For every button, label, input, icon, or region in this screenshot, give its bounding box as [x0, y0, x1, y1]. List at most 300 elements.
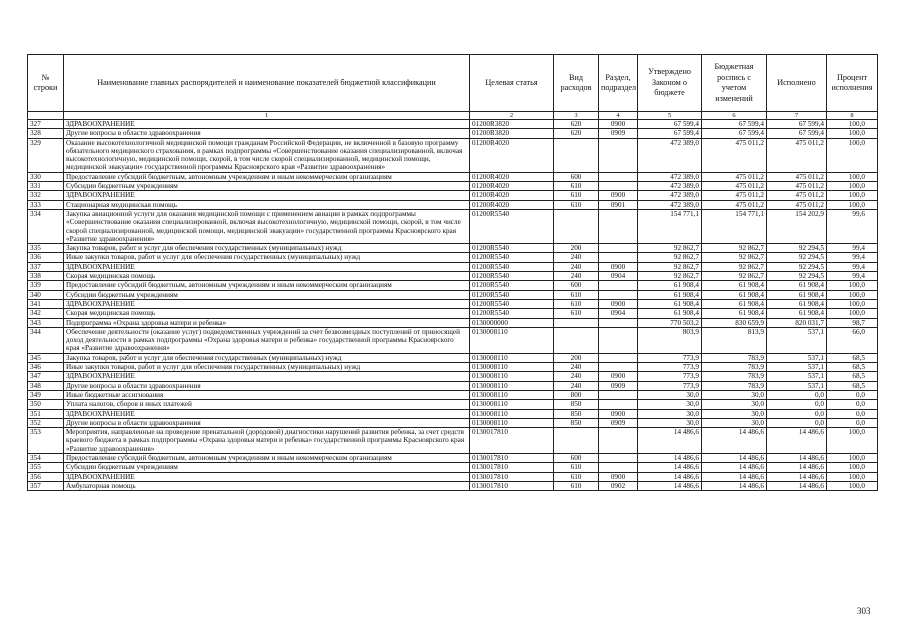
row-executed: 0,0	[767, 418, 827, 427]
row-percent: 100,0	[827, 428, 878, 454]
page-number: 303	[857, 606, 871, 616]
row-section	[599, 172, 638, 181]
row-executed: 92 294,5	[767, 262, 827, 271]
budget-table-sheet	[27, 54, 878, 491]
row-executed: 537,1	[767, 372, 827, 381]
row-approved: 30,0	[638, 418, 702, 427]
row-approved: 14 486,6	[638, 481, 702, 490]
row-executed: 475 011,2	[767, 182, 827, 191]
table-row	[28, 290, 878, 299]
row-section: 0909	[599, 129, 638, 138]
row-number: 353	[28, 428, 64, 454]
row-section	[599, 363, 638, 372]
row-executed: 537,1	[767, 363, 827, 372]
row-percent: 68,5	[827, 353, 878, 362]
row-section	[599, 453, 638, 462]
row-name: ЗДРАВООХРАНЕНИЕ	[64, 191, 470, 200]
row-budget-list: 61 908,4	[702, 290, 767, 299]
row-percent: 0,0	[827, 390, 878, 399]
row-section	[599, 281, 638, 290]
row-target-article: 01200R5540	[470, 299, 554, 308]
row-executed: 475 011,2	[767, 172, 827, 181]
header-expense-type: Вид расходов	[554, 55, 599, 112]
row-executed: 537,1	[767, 353, 827, 362]
row-approved: 61 908,4	[638, 299, 702, 308]
row-percent: 66,0	[827, 327, 878, 353]
row-name: Закупка товаров, работ и услуг для обеспечения государственных (муниципальных) нужд	[64, 244, 470, 253]
row-expense-type: 200	[554, 353, 599, 362]
row-budget-list: 61 908,4	[702, 281, 767, 290]
table-row	[28, 353, 878, 362]
row-executed: 537,1	[767, 381, 827, 390]
row-budget-list: 475 011,2	[702, 200, 767, 209]
row-budget-list: 61 908,4	[702, 299, 767, 308]
row-section	[599, 327, 638, 353]
row-budget-list: 92 862,7	[702, 253, 767, 262]
row-expense-type: 240	[554, 381, 599, 390]
row-section	[599, 244, 638, 253]
row-number: 330	[28, 172, 64, 181]
row-number: 343	[28, 318, 64, 327]
row-number: 329	[28, 138, 64, 172]
row-number: 355	[28, 463, 64, 472]
row-target-article: 01200R3820	[470, 120, 554, 129]
row-name: Иные бюджетные ассигнования	[64, 390, 470, 399]
row-section: 0904	[599, 309, 638, 318]
row-section	[599, 290, 638, 299]
row-target-article: 0130008110	[470, 353, 554, 362]
table-row	[28, 191, 878, 200]
table-row	[28, 209, 878, 243]
row-budget-list: 14 486,6	[702, 463, 767, 472]
row-expense-type: 240	[554, 363, 599, 372]
row-approved: 770 503,2	[638, 318, 702, 327]
row-expense-type: 610	[554, 481, 599, 490]
row-approved: 61 908,4	[638, 309, 702, 318]
table-row	[28, 318, 878, 327]
row-executed: 475 011,2	[767, 200, 827, 209]
row-percent: 99,4	[827, 253, 878, 262]
row-section: 0909	[599, 418, 638, 427]
row-percent: 0,0	[827, 409, 878, 418]
row-budget-list: 30,0	[702, 409, 767, 418]
row-percent: 100,0	[827, 281, 878, 290]
row-expense-type: 240	[554, 272, 599, 281]
table-row	[28, 472, 878, 481]
row-section: 0901	[599, 200, 638, 209]
row-expense-type: 850	[554, 409, 599, 418]
row-expense-type: 610	[554, 472, 599, 481]
column-number: 3	[554, 112, 599, 120]
row-section: 0900	[599, 299, 638, 308]
row-expense-type: 240	[554, 253, 599, 262]
row-percent: 100,0	[827, 138, 878, 172]
row-percent: 100,0	[827, 172, 878, 181]
row-section: 0900	[599, 472, 638, 481]
row-section	[599, 400, 638, 409]
row-target-article: 01200R4020	[470, 138, 554, 172]
row-expense-type: 610	[554, 309, 599, 318]
row-name: Предоставление субсидий бюджетным, автономным учреждениям и иным некоммерческим организациям	[64, 281, 470, 290]
table-row	[28, 120, 878, 129]
row-section: 0900	[599, 262, 638, 271]
row-number: 352	[28, 418, 64, 427]
row-percent: 99,4	[827, 262, 878, 271]
row-name: ЗДРАВООХРАНЕНИЕ	[64, 299, 470, 308]
row-number: 344	[28, 327, 64, 353]
row-budget-list: 92 862,7	[702, 244, 767, 253]
row-section	[599, 428, 638, 454]
row-budget-list: 475 011,2	[702, 191, 767, 200]
row-approved: 773,9	[638, 381, 702, 390]
row-target-article: 01200R5540	[470, 244, 554, 253]
row-executed: 92 294,5	[767, 244, 827, 253]
table-row	[28, 200, 878, 209]
row-expense-type: 620	[554, 129, 599, 138]
row-expense-type: 600	[554, 172, 599, 181]
row-budget-list: 30,0	[702, 400, 767, 409]
row-target-article: 01200R3820	[470, 129, 554, 138]
row-percent: 99,4	[827, 272, 878, 281]
row-name: Другие вопросы в области здравоохранения	[64, 381, 470, 390]
row-approved: 472 389,0	[638, 191, 702, 200]
row-percent: 100,0	[827, 472, 878, 481]
row-budget-list: 14 486,6	[702, 453, 767, 462]
row-expense-type	[554, 428, 599, 454]
row-number: 331	[28, 182, 64, 191]
row-approved: 14 486,6	[638, 428, 702, 454]
row-number: 332	[28, 191, 64, 200]
row-target-article: 01200R5540	[470, 290, 554, 299]
column-number: 5	[638, 112, 702, 120]
row-budget-list: 14 486,6	[702, 481, 767, 490]
row-number: 338	[28, 272, 64, 281]
row-section: 0909	[599, 381, 638, 390]
row-target-article: 01200R5540	[470, 272, 554, 281]
row-name: Другие вопросы в области здравоохранения	[64, 418, 470, 427]
row-executed: 67 599,4	[767, 120, 827, 129]
row-target-article: 01200R4020	[470, 172, 554, 181]
row-target-article: 01200R5540	[470, 309, 554, 318]
row-executed: 61 908,4	[767, 290, 827, 299]
column-number: 4	[599, 112, 638, 120]
header-percent: Процент исполнения	[827, 55, 878, 112]
row-percent: 99,4	[827, 244, 878, 253]
row-executed: 14 486,6	[767, 428, 827, 454]
row-expense-type: 850	[554, 400, 599, 409]
row-number: 346	[28, 363, 64, 372]
row-number: 340	[28, 290, 64, 299]
row-number: 354	[28, 453, 64, 462]
row-expense-type: 610	[554, 463, 599, 472]
row-target-article: 01200R5540	[470, 281, 554, 290]
column-number: 8	[827, 112, 878, 120]
row-approved: 154 771,1	[638, 209, 702, 243]
row-section	[599, 463, 638, 472]
row-section: 0904	[599, 272, 638, 281]
row-target-article: 0130008110	[470, 400, 554, 409]
row-number: 345	[28, 353, 64, 362]
column-number: 6	[702, 112, 767, 120]
row-target-article: 0130008110	[470, 327, 554, 353]
row-expense-type: 240	[554, 262, 599, 271]
row-name: ЗДРАВООХРАНЕНИЕ	[64, 262, 470, 271]
row-percent: 68,5	[827, 363, 878, 372]
table-row	[28, 182, 878, 191]
row-expense-type	[554, 209, 599, 243]
header-row-number: № строки	[28, 55, 64, 112]
row-budget-list: 475 011,2	[702, 172, 767, 181]
row-approved: 472 389,0	[638, 182, 702, 191]
row-approved: 14 486,6	[638, 463, 702, 472]
row-budget-list: 783,9	[702, 372, 767, 381]
row-expense-type: 610	[554, 290, 599, 299]
row-name: Скорая медицинская помощь	[64, 309, 470, 318]
row-expense-type: 610	[554, 200, 599, 209]
column-number-row	[28, 112, 878, 120]
row-number: 336	[28, 253, 64, 262]
row-percent: 100,0	[827, 309, 878, 318]
row-percent: 100,0	[827, 299, 878, 308]
row-percent: 98,7	[827, 318, 878, 327]
row-budget-list: 475 011,2	[702, 182, 767, 191]
row-number: 350	[28, 400, 64, 409]
table-row	[28, 327, 878, 353]
row-section	[599, 253, 638, 262]
row-section	[599, 390, 638, 399]
row-budget-list: 783,9	[702, 363, 767, 372]
row-executed: 67 599,4	[767, 129, 827, 138]
row-name: Иные закупки товаров, работ и услуг для обеспечения государственных (муниципальных) нужд	[64, 363, 470, 372]
row-approved: 67 599,4	[638, 120, 702, 129]
row-number: 357	[28, 481, 64, 490]
table-row	[28, 363, 878, 372]
row-section: 0900	[599, 409, 638, 418]
row-expense-type	[554, 318, 599, 327]
row-target-article: 01200R4020	[470, 182, 554, 191]
row-expense-type: 620	[554, 120, 599, 129]
row-number: 335	[28, 244, 64, 253]
row-expense-type: 800	[554, 390, 599, 399]
row-executed: 0,0	[767, 390, 827, 399]
row-expense-type: 610	[554, 182, 599, 191]
table-row	[28, 400, 878, 409]
row-target-article: 0130017810	[470, 463, 554, 472]
row-approved: 773,9	[638, 372, 702, 381]
row-target-article: 0130008110	[470, 363, 554, 372]
row-executed: 14 486,6	[767, 463, 827, 472]
row-budget-list: 92 862,7	[702, 272, 767, 281]
row-name: Оказание высокотехнологичной медицинской помощи гражданам Российской Федерации, не включенной в базовую программу обязательного медицинского страхования, в рамках подпрограммы «Совершенствование оказания специализированной, включая высокотехнологичную, медицинской помощи, скорой, в том числе скорой специализированной, медицинской помощи, медицинской эвакуации» государственной программы Красноярского края «Развитие здравоохранения»	[64, 138, 470, 172]
table-row	[28, 372, 878, 381]
row-percent: 100,0	[827, 129, 878, 138]
row-name: ЗДРАВООХРАНЕНИЕ	[64, 120, 470, 129]
row-section: 0900	[599, 372, 638, 381]
row-target-article: 01200R4020	[470, 200, 554, 209]
row-name: Закупка авиационной услуги для оказания медицинской помощи с применением авиации в рамках подпрограммы «Совершенствование оказания специализированной, включая высокотехнологичную, медицинской помощи, скорой, в том числе скорой специализированной, медицинской помощи, медицинской эвакуации» государственной программы Красноярского края «Развитие здравоохранения»	[64, 209, 470, 243]
row-target-article: 0130017810	[470, 472, 554, 481]
row-executed: 61 908,4	[767, 309, 827, 318]
row-name: Закупка товаров, работ и услуг для обеспечения государственных (муниципальных) нужд	[64, 353, 470, 362]
table-row	[28, 428, 878, 454]
row-executed: 92 294,5	[767, 253, 827, 262]
row-budget-list: 30,0	[702, 418, 767, 427]
row-target-article: 0130017810	[470, 481, 554, 490]
row-target-article: 01200R5540	[470, 253, 554, 262]
row-executed: 61 908,4	[767, 281, 827, 290]
row-number: 356	[28, 472, 64, 481]
row-executed: 14 486,6	[767, 481, 827, 490]
row-percent: 68,5	[827, 381, 878, 390]
row-section	[599, 138, 638, 172]
row-approved: 30,0	[638, 390, 702, 399]
row-section	[599, 353, 638, 362]
row-executed: 475 011,2	[767, 191, 827, 200]
row-approved: 30,0	[638, 400, 702, 409]
row-percent: 0,0	[827, 418, 878, 427]
row-percent: 100,0	[827, 481, 878, 490]
row-name: ЗДРАВООХРАНЕНИЕ	[64, 409, 470, 418]
row-approved: 773,9	[638, 363, 702, 372]
row-approved: 472 389,0	[638, 172, 702, 181]
row-budget-list: 61 908,4	[702, 309, 767, 318]
header-target-article: Целевая статья	[470, 55, 554, 112]
row-approved: 61 908,4	[638, 290, 702, 299]
row-budget-list: 67 599,4	[702, 129, 767, 138]
row-section	[599, 182, 638, 191]
row-name: Подпрограмма «Охрана здоровья матери и ребенка»	[64, 318, 470, 327]
row-expense-type	[554, 327, 599, 353]
row-expense-type: 610	[554, 191, 599, 200]
row-target-article: 0130008110	[470, 390, 554, 399]
row-number: 349	[28, 390, 64, 399]
row-number: 328	[28, 129, 64, 138]
row-budget-list: 67 599,4	[702, 120, 767, 129]
column-number: 1	[64, 112, 470, 120]
row-name: Предоставление субсидий бюджетным, автономным учреждениям и иным некоммерческим организациям	[64, 172, 470, 181]
row-section: 0900	[599, 191, 638, 200]
row-name: Скорая медицинская помощь	[64, 272, 470, 281]
row-executed: 820 031,7	[767, 318, 827, 327]
row-number: 348	[28, 381, 64, 390]
row-approved: 803,9	[638, 327, 702, 353]
row-executed: 537,1	[767, 327, 827, 353]
row-percent: 100,0	[827, 200, 878, 209]
row-percent: 99,6	[827, 209, 878, 243]
row-percent: 100,0	[827, 191, 878, 200]
row-number: 334	[28, 209, 64, 243]
table-row	[28, 262, 878, 271]
row-percent: 100,0	[827, 453, 878, 462]
row-approved: 92 862,7	[638, 272, 702, 281]
row-approved: 14 486,6	[638, 472, 702, 481]
row-executed: 475 011,2	[767, 138, 827, 172]
row-expense-type	[554, 138, 599, 172]
row-target-article: 0130008110	[470, 418, 554, 427]
header-name: Наименование главных распорядителей и наименование показателей бюджетной классификации	[64, 55, 470, 112]
row-budget-list: 30,0	[702, 390, 767, 399]
row-executed: 0,0	[767, 400, 827, 409]
table-row	[28, 129, 878, 138]
table-row	[28, 381, 878, 390]
row-section: 0902	[599, 481, 638, 490]
row-name: Стационарная медицинская помощь	[64, 200, 470, 209]
row-budget-list: 783,9	[702, 353, 767, 362]
row-target-article: 01200R5540	[470, 262, 554, 271]
row-name: Мероприятия, направленные на проведение пренатальной (дородовой) диагностики нарушений развития ребенка, за счет средств краевого бюджета в рамках подпрограммы «Охрана здоровья матери и ребенка» государственной программы Красноярского края «Развитие здравоохранения»	[64, 428, 470, 454]
row-target-article: 0130008110	[470, 409, 554, 418]
table-row	[28, 409, 878, 418]
row-percent: 100,0	[827, 182, 878, 191]
table-row	[28, 309, 878, 318]
row-budget-list: 813,9	[702, 327, 767, 353]
row-approved: 773,9	[638, 353, 702, 362]
row-name: Субсидии бюджетным учреждениям	[64, 463, 470, 472]
table-row	[28, 244, 878, 253]
table-row	[28, 390, 878, 399]
budget-execution-table	[27, 54, 878, 491]
row-expense-type: 850	[554, 418, 599, 427]
row-budget-list: 92 862,7	[702, 262, 767, 271]
table-row	[28, 453, 878, 462]
row-expense-type: 610	[554, 299, 599, 308]
row-budget-list: 14 486,6	[702, 428, 767, 454]
row-percent: 100,0	[827, 290, 878, 299]
row-approved: 92 862,7	[638, 262, 702, 271]
row-budget-list: 783,9	[702, 381, 767, 390]
row-target-article: 01200R4020	[470, 191, 554, 200]
row-number: 333	[28, 200, 64, 209]
table-row	[28, 481, 878, 490]
row-target-article: 0130000000	[470, 318, 554, 327]
row-name: Другие вопросы в области здравоохранения	[64, 129, 470, 138]
row-number: 351	[28, 409, 64, 418]
table-row	[28, 463, 878, 472]
row-name: Амбулаторная помощь	[64, 481, 470, 490]
row-executed: 61 908,4	[767, 299, 827, 308]
row-name: ЗДРАВООХРАНЕНИЕ	[64, 472, 470, 481]
row-name: Уплата налогов, сборов и иных платежей	[64, 400, 470, 409]
row-budget-list: 475 011,2	[702, 138, 767, 172]
table-row	[28, 253, 878, 262]
row-executed: 14 486,6	[767, 453, 827, 462]
row-expense-type: 200	[554, 244, 599, 253]
row-approved: 92 862,7	[638, 253, 702, 262]
row-name: ЗДРАВООХРАНЕНИЕ	[64, 372, 470, 381]
row-approved: 14 486,6	[638, 453, 702, 462]
row-name: Предоставление субсидий бюджетным, автономным учреждениям и иным некоммерческим организациям	[64, 453, 470, 462]
row-target-article: 01200R5540	[470, 209, 554, 243]
row-approved: 61 908,4	[638, 281, 702, 290]
table-row	[28, 281, 878, 290]
row-number: 337	[28, 262, 64, 271]
table-row	[28, 138, 878, 172]
table-row	[28, 272, 878, 281]
row-expense-type: 600	[554, 453, 599, 462]
row-budget-list: 830 659,9	[702, 318, 767, 327]
row-percent: 100,0	[827, 463, 878, 472]
row-approved: 472 389,0	[638, 138, 702, 172]
column-number: 2	[470, 112, 554, 120]
header-budget-list: Бюджетная роспись с учетом изменений	[702, 55, 767, 112]
row-target-article: 0130008110	[470, 381, 554, 390]
column-number: 7	[767, 112, 827, 120]
row-name: Субсидии бюджетным учреждениям	[64, 290, 470, 299]
row-percent: 0,0	[827, 400, 878, 409]
row-approved: 92 862,7	[638, 244, 702, 253]
row-percent: 100,0	[827, 120, 878, 129]
table-row	[28, 299, 878, 308]
